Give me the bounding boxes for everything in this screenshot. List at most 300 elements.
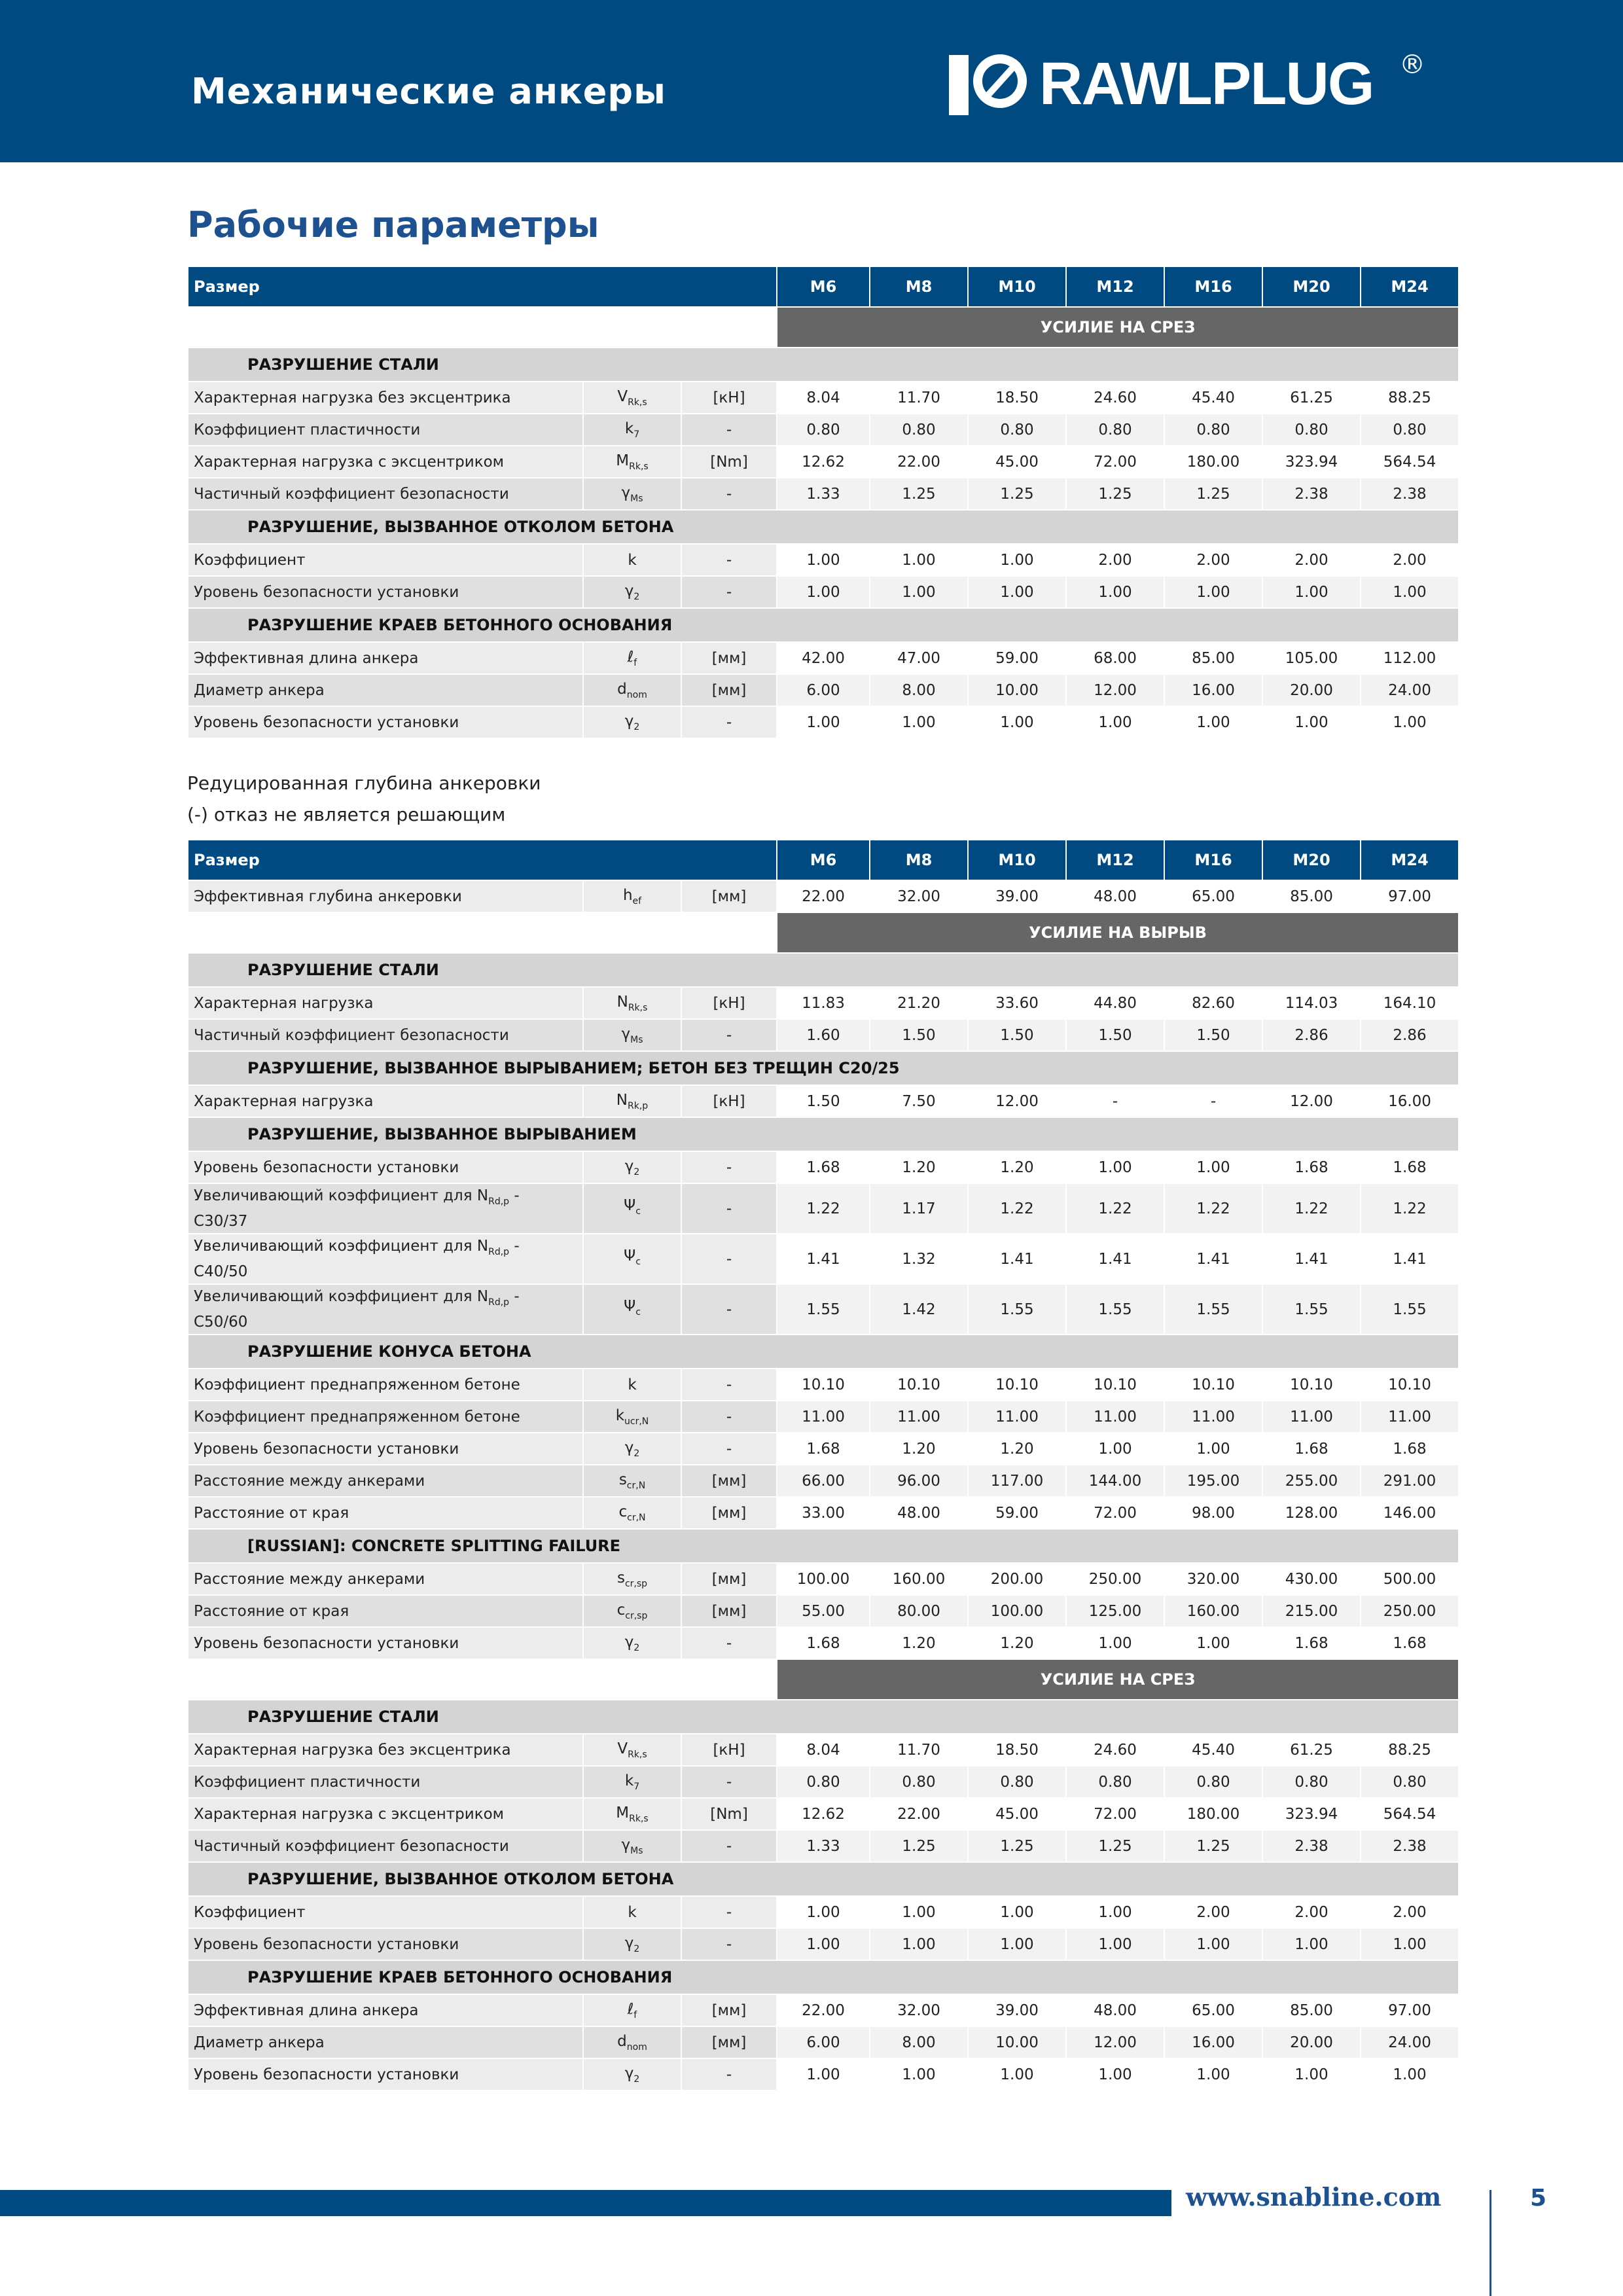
symbol-subscript: 2 <box>633 1943 640 1954</box>
cell-value: 0.80 <box>1361 1766 1459 1798</box>
group-title-text: [RUSSIAN]: CONCRETE SPLITTING FAILURE <box>247 1537 621 1555</box>
cell-value: 1.25 <box>1164 478 1262 510</box>
group-title <box>188 1862 1459 1896</box>
cell-value: 1.50 <box>1066 1019 1164 1051</box>
row-symbol <box>583 1234 681 1284</box>
cell-value: 164.10 <box>1361 987 1459 1019</box>
table-row <box>188 446 1459 478</box>
cell-value: 430.00 <box>1262 1563 1361 1595</box>
group-title-text: РАЗРУШЕНИЕ, ВЫЗВАННОЕ ВЫРЫВАНИЕМ <box>247 1125 637 1143</box>
row-label-text: Увеличивающий коэффициент для N <box>194 1187 489 1204</box>
cell-value: 1.00 <box>870 1896 968 1928</box>
row-unit: [кН] <box>681 987 777 1019</box>
cell-value: 1.22 <box>1361 1183 1459 1234</box>
cell-value: 10.10 <box>777 1369 870 1401</box>
symbol-subscript: Rk,s <box>628 397 647 408</box>
row-label <box>188 1183 583 1234</box>
row-unit: - <box>681 1766 777 1798</box>
row-unit: - <box>681 1830 777 1862</box>
cell-value: 10.10 <box>870 1369 968 1401</box>
table-header-row <box>188 840 1459 880</box>
symbol-text: c <box>616 1601 626 1619</box>
cell-value: 112.00 <box>1361 642 1459 674</box>
cell-value: 22.00 <box>777 1994 870 2026</box>
row-symbol <box>583 382 681 414</box>
table-row <box>188 1994 1459 2026</box>
cell-value: 1.00 <box>968 576 1066 608</box>
row-label <box>188 1734 583 1766</box>
row-symbol <box>583 1896 681 1928</box>
cell-value: 0.80 <box>968 1766 1066 1798</box>
row-symbol <box>583 1369 681 1401</box>
cell-value: 11.00 <box>1262 1401 1361 1433</box>
column-header: M6 <box>777 266 870 307</box>
cell-value: 10.00 <box>968 674 1066 706</box>
group-title-text: РАЗРУШЕНИЕ КОНУСА БЕТОНА <box>247 1342 531 1361</box>
cell-value: 8.00 <box>870 674 968 706</box>
cell-value: 1.22 <box>1066 1183 1164 1234</box>
row-label <box>188 2026 583 2058</box>
group-title-text: РАЗРУШЕНИЕ, ВЫЗВАННОЕ ОТКОЛОМ БЕТОНА <box>247 518 674 536</box>
cell-value: 146.00 <box>1361 1497 1459 1529</box>
cell-value: 18.50 <box>968 382 1066 414</box>
group-header-row <box>188 953 1459 987</box>
group-title <box>188 1117 1459 1151</box>
cell-value: 1.00 <box>1164 576 1262 608</box>
cell-value: 1.00 <box>1262 2058 1361 2090</box>
row-symbol <box>583 1994 681 2026</box>
row-unit: [мм] <box>681 2026 777 2058</box>
row-label <box>188 2058 583 2090</box>
cell-value: 2.00 <box>1164 544 1262 576</box>
symbol-text: V <box>617 387 628 405</box>
cell-value: 80.00 <box>870 1595 968 1627</box>
cell-value: 1.41 <box>968 1234 1066 1284</box>
row-symbol <box>583 2058 681 2090</box>
row-label-text: Эффективная длина анкера <box>194 649 419 667</box>
symbol-text: Ψ <box>624 1247 636 1265</box>
cell-value: 0.80 <box>1164 414 1262 446</box>
row-symbol <box>583 1497 681 1529</box>
column-header: M12 <box>1066 840 1164 880</box>
cell-value: 1.55 <box>968 1284 1066 1335</box>
column-header: M24 <box>1361 266 1459 307</box>
cell-value: 32.00 <box>870 1994 968 2026</box>
row-unit: - <box>681 1896 777 1928</box>
cell-value: 0.80 <box>777 1766 870 1798</box>
section-header-row <box>188 1659 1459 1700</box>
row-label-text: Расстояние между анкерами <box>194 1472 425 1490</box>
cell-value: 1.00 <box>870 706 968 738</box>
row-label <box>188 1497 583 1529</box>
table-row <box>188 1497 1459 1529</box>
cell-value: 85.00 <box>1262 1994 1361 2026</box>
row-label-text: Расстояние между анкерами <box>194 1570 425 1588</box>
cell-value: 39.00 <box>968 880 1066 912</box>
row-label-text: Характерная нагрузка <box>194 994 374 1012</box>
section-spacer <box>188 912 777 953</box>
cell-value: 1.68 <box>777 1433 870 1465</box>
group-title <box>188 1960 1459 1994</box>
group-title-text: РАЗРУШЕНИЕ СТАЛИ <box>247 961 439 979</box>
symbol-subscript: 7 <box>633 429 640 440</box>
cell-value: 2.00 <box>1164 1896 1262 1928</box>
symbol-subscript: Rk,s <box>629 461 649 472</box>
section-title: УСИЛИЕ НА СРЕЗ <box>777 307 1459 348</box>
symbol-text: k <box>624 420 634 437</box>
cell-value: 117.00 <box>968 1465 1066 1497</box>
cell-value: 1.00 <box>777 706 870 738</box>
symbol-subscript: ef <box>632 895 642 906</box>
group-title-text: РАЗРУШЕНИЕ, ВЫЗВАННОЕ ОТКОЛОМ БЕТОНА <box>247 1870 674 1888</box>
row-unit: [мм] <box>681 642 777 674</box>
row-symbol <box>583 1183 681 1234</box>
cell-value: 85.00 <box>1164 642 1262 674</box>
cell-value: 1.22 <box>1164 1183 1262 1234</box>
row-unit: [мм] <box>681 880 777 912</box>
cell-value: 1.00 <box>1066 2058 1164 2090</box>
group-header-row <box>188 1051 1459 1085</box>
symbol-subscript: f <box>633 2009 637 2020</box>
row-label-text: Увеличивающий коэффициент для N <box>194 1238 489 1255</box>
cell-value: 55.00 <box>777 1595 870 1627</box>
group-title <box>188 1529 1459 1563</box>
row-symbol <box>583 1433 681 1465</box>
cell-value: 2.00 <box>1361 544 1459 576</box>
group-title <box>188 1700 1459 1734</box>
cell-value: 1.20 <box>968 1627 1066 1659</box>
row-unit: [Nm] <box>681 1798 777 1830</box>
cell-value: 24.00 <box>1361 674 1459 706</box>
symbol-text: γ <box>624 1934 634 1952</box>
row-unit: - <box>681 544 777 576</box>
cell-value: 48.00 <box>1066 1994 1164 2026</box>
row-label-tail: - C50/60 <box>194 1288 520 1331</box>
column-header: M16 <box>1164 840 1262 880</box>
note-reduced-depth: Редуцированная глубина анкеровки <box>187 772 541 794</box>
row-label <box>188 1369 583 1401</box>
table-row <box>188 642 1459 674</box>
row-symbol <box>583 1465 681 1497</box>
table-row <box>188 478 1459 510</box>
symbol-text: ℓ <box>627 648 634 666</box>
row-label <box>188 1433 583 1465</box>
row-label-text: Уровень безопасности установки <box>194 1935 459 1953</box>
symbol-subscript: 2 <box>633 1166 640 1177</box>
cell-value: 33.00 <box>777 1497 870 1529</box>
row-label <box>188 544 583 576</box>
row-label-text: Коэффициент <box>194 1903 306 1921</box>
symbol-text: γ <box>621 484 631 501</box>
row-label-text: Частичный коэффициент безопасности <box>194 1837 509 1855</box>
cell-value: 32.00 <box>870 880 968 912</box>
cell-value: 500.00 <box>1361 1563 1459 1595</box>
cell-value: 1.42 <box>870 1284 968 1335</box>
cell-value: 24.60 <box>1066 1734 1164 1766</box>
group-title <box>188 1335 1459 1369</box>
cell-value: 250.00 <box>1066 1563 1164 1595</box>
row-unit: [мм] <box>681 1595 777 1627</box>
row-label <box>188 1151 583 1183</box>
row-label-text: Уровень безопасности установки <box>194 713 459 731</box>
page-title: Рабочие параметры <box>187 204 599 245</box>
cell-value: 1.55 <box>777 1284 870 1335</box>
symbol-subscript: 2 <box>633 2073 640 2085</box>
column-header: M12 <box>1066 266 1164 307</box>
cell-value: 1.00 <box>1361 1928 1459 1960</box>
cell-value: 42.00 <box>777 642 870 674</box>
cell-value: 100.00 <box>968 1595 1066 1627</box>
cell-value: 1.50 <box>777 1085 870 1117</box>
table-row <box>188 2058 1459 2090</box>
cell-value: 97.00 <box>1361 1994 1459 2026</box>
table-row <box>188 1766 1459 1798</box>
cell-value: 1.50 <box>968 1019 1066 1051</box>
cell-value: 61.25 <box>1262 1734 1361 1766</box>
cell-value: 66.00 <box>777 1465 870 1497</box>
cell-value: 160.00 <box>870 1563 968 1595</box>
table-row <box>188 1595 1459 1627</box>
cell-value: 1.00 <box>1361 576 1459 608</box>
table-row <box>188 544 1459 576</box>
table-row <box>188 1896 1459 1928</box>
cell-value: 72.00 <box>1066 446 1164 478</box>
symbol-subscript: f <box>633 657 637 668</box>
logo-mark-icon <box>942 51 1027 123</box>
cell-value: 2.00 <box>1361 1896 1459 1928</box>
row-label-text: Эффективная длина анкера <box>194 2001 419 2019</box>
cell-value: 1.00 <box>1164 2058 1262 2090</box>
column-header: M8 <box>870 266 968 307</box>
size-header: Размер <box>188 840 777 880</box>
symbol-text: d <box>617 680 627 698</box>
footer-url[interactable]: www.snabline.com <box>1186 2182 1442 2212</box>
cell-value: 200.00 <box>968 1563 1066 1595</box>
cell-value: 0.80 <box>1066 1766 1164 1798</box>
cell-value: 10.10 <box>968 1369 1066 1401</box>
cell-value: 88.25 <box>1361 382 1459 414</box>
row-label-text: Уровень безопасности установки <box>194 1158 459 1176</box>
table-row <box>188 1830 1459 1862</box>
cell-value: 0.80 <box>777 414 870 446</box>
row-label <box>188 674 583 706</box>
cell-value: 1.41 <box>1361 1234 1459 1284</box>
row-symbol <box>583 987 681 1019</box>
symbol-text: k <box>624 1772 634 1789</box>
shear-table <box>187 266 1459 739</box>
cell-value: 1.68 <box>1361 1151 1459 1183</box>
row-symbol <box>583 446 681 478</box>
cell-value: 8.00 <box>870 2026 968 2058</box>
cell-value: 1.25 <box>1164 1830 1262 1862</box>
cell-value: 1.00 <box>1164 1151 1262 1183</box>
cell-value: 0.80 <box>870 1766 968 1798</box>
row-symbol <box>583 478 681 510</box>
cell-value: 65.00 <box>1164 880 1262 912</box>
cell-value: 1.25 <box>968 1830 1066 1862</box>
cell-value: 59.00 <box>968 642 1066 674</box>
symbol-subscript: Rk,s <box>629 1813 649 1824</box>
row-label <box>188 1085 583 1117</box>
cell-value: 72.00 <box>1066 1497 1164 1529</box>
cell-value: 0.80 <box>870 414 968 446</box>
row-label-text: Уровень безопасности установки <box>194 2066 459 2083</box>
note-not-decisive: (-) отказ не является решающим <box>187 804 506 825</box>
cell-value: 195.00 <box>1164 1465 1262 1497</box>
row-symbol <box>583 1284 681 1335</box>
group-header-row <box>188 1335 1459 1369</box>
footer-divider <box>1489 2190 1491 2296</box>
cell-value: 1.00 <box>968 1928 1066 1960</box>
row-unit: - <box>681 1433 777 1465</box>
group-title <box>188 1051 1459 1085</box>
cell-value: 11.00 <box>1361 1401 1459 1433</box>
cell-value: 144.00 <box>1066 1465 1164 1497</box>
row-symbol <box>583 1798 681 1830</box>
cell-value: 8.04 <box>777 382 870 414</box>
cell-value: 2.86 <box>1262 1019 1361 1051</box>
row-symbol <box>583 1928 681 1960</box>
cell-value: 1.20 <box>870 1627 968 1659</box>
row-label-text: Увеличивающий коэффициент для N <box>194 1288 489 1305</box>
row-unit: - <box>681 706 777 738</box>
cell-value: 6.00 <box>777 674 870 706</box>
row-label <box>188 1019 583 1051</box>
cell-value: 1.68 <box>1262 1151 1361 1183</box>
parameters-table <box>187 839 1459 2091</box>
cell-value: 1.00 <box>777 544 870 576</box>
symbol-text: c <box>618 1503 628 1520</box>
group-header-row <box>188 1862 1459 1896</box>
cell-value: 1.00 <box>1066 706 1164 738</box>
cell-value: 1.00 <box>870 1928 968 1960</box>
cell-value: 10.10 <box>1361 1369 1459 1401</box>
cell-value: 1.68 <box>1262 1627 1361 1659</box>
cell-value: 1.00 <box>1164 1627 1262 1659</box>
row-label-text: Расстояние от края <box>194 1602 349 1620</box>
row-symbol <box>583 706 681 738</box>
row-label <box>188 576 583 608</box>
group-header-row <box>188 608 1459 642</box>
symbol-subscript: 2 <box>633 1448 640 1459</box>
cell-value: 22.00 <box>870 1798 968 1830</box>
page-number: 5 <box>1530 2185 1547 2212</box>
row-label <box>188 1401 583 1433</box>
cell-value: 1.00 <box>1262 576 1361 608</box>
section-header-row <box>188 307 1459 348</box>
row-label-text: Диаметр анкера <box>194 2034 325 2051</box>
cell-value: 1.00 <box>870 544 968 576</box>
cell-value: 61.25 <box>1262 382 1361 414</box>
table-row <box>188 880 1459 912</box>
cell-value: 105.00 <box>1262 642 1361 674</box>
cell-value: 1.41 <box>1262 1234 1361 1284</box>
cell-value: 16.00 <box>1164 674 1262 706</box>
cell-value: 180.00 <box>1164 446 1262 478</box>
symbol-text: M <box>616 452 630 469</box>
cell-value: 1.00 <box>1361 706 1459 738</box>
symbol-text: γ <box>624 582 634 600</box>
cell-value: 180.00 <box>1164 1798 1262 1830</box>
cell-value: 12.00 <box>1262 1085 1361 1117</box>
row-unit: [Nm] <box>681 446 777 478</box>
cell-value: 1.00 <box>1066 1433 1164 1465</box>
cell-value: 0.80 <box>1361 414 1459 446</box>
symbol-text: N <box>616 993 628 1011</box>
row-unit: - <box>681 414 777 446</box>
cell-value: 0.80 <box>1164 1766 1262 1798</box>
cell-value: 0.80 <box>1066 414 1164 446</box>
row-symbol <box>583 1830 681 1862</box>
cell-value: 1.68 <box>1361 1627 1459 1659</box>
cell-value: 11.00 <box>1164 1401 1262 1433</box>
cell-value: 100.00 <box>777 1563 870 1595</box>
cell-value: 45.00 <box>968 1798 1066 1830</box>
symbol-subscript: Ms <box>630 1845 643 1856</box>
table-row <box>188 2026 1459 2058</box>
symbol-text: V <box>617 1740 628 1757</box>
group-title <box>188 510 1459 544</box>
cell-value: 1.20 <box>968 1151 1066 1183</box>
row-unit: [кН] <box>681 1734 777 1766</box>
symbol-text: s <box>616 1569 625 1587</box>
row-label <box>188 1928 583 1960</box>
row-symbol <box>583 1019 681 1051</box>
cell-value: 1.00 <box>777 2058 870 2090</box>
cell-value: 1.50 <box>870 1019 968 1051</box>
row-label <box>188 1284 583 1335</box>
cell-value: 2.38 <box>1262 478 1361 510</box>
cell-value: 16.00 <box>1361 1085 1459 1117</box>
group-title-text: РАЗРУШЕНИЕ КРАЕВ БЕТОННОГО ОСНОВАНИЯ <box>247 1968 673 1986</box>
cell-value: 11.83 <box>777 987 870 1019</box>
symbol-text: k <box>615 1407 625 1424</box>
cell-value: 2.00 <box>1066 544 1164 576</box>
section-header-row <box>188 912 1459 953</box>
cell-value: 1.41 <box>1164 1234 1262 1284</box>
row-symbol <box>583 576 681 608</box>
symbol-text: Ψ <box>624 1298 636 1315</box>
cell-value: 0.80 <box>968 414 1066 446</box>
row-symbol <box>583 1085 681 1117</box>
cell-value: 97.00 <box>1361 880 1459 912</box>
cell-value: 1.00 <box>1361 2058 1459 2090</box>
row-unit: [кН] <box>681 1085 777 1117</box>
symbol-subscript: 2 <box>633 591 640 602</box>
table-row <box>188 1085 1459 1117</box>
cell-value: 2.38 <box>1361 478 1459 510</box>
cell-value: 564.54 <box>1361 1798 1459 1830</box>
cell-value: 98.00 <box>1164 1497 1262 1529</box>
cell-value: 18.50 <box>968 1734 1066 1766</box>
cell-value: 1.00 <box>968 706 1066 738</box>
row-symbol <box>583 674 681 706</box>
row-label-text: Уровень безопасности установки <box>194 583 459 601</box>
cell-value: 39.00 <box>968 1994 1066 2026</box>
symbol-text: k <box>628 1903 637 1921</box>
row-label-text: Характерная нагрузка без эксцентрика <box>194 389 511 406</box>
symbol-subscript: cr,sp <box>625 1610 648 1621</box>
row-label-subscript: Rd,p <box>488 1247 510 1257</box>
cell-value: 45.40 <box>1164 382 1262 414</box>
row-label <box>188 1766 583 1798</box>
cell-value: 11.70 <box>870 1734 968 1766</box>
symbol-text: d <box>617 2032 627 2050</box>
cell-value: 1.00 <box>1066 1627 1164 1659</box>
cell-value: 24.00 <box>1361 2026 1459 2058</box>
group-header-row <box>188 1700 1459 1734</box>
row-label <box>188 987 583 1019</box>
